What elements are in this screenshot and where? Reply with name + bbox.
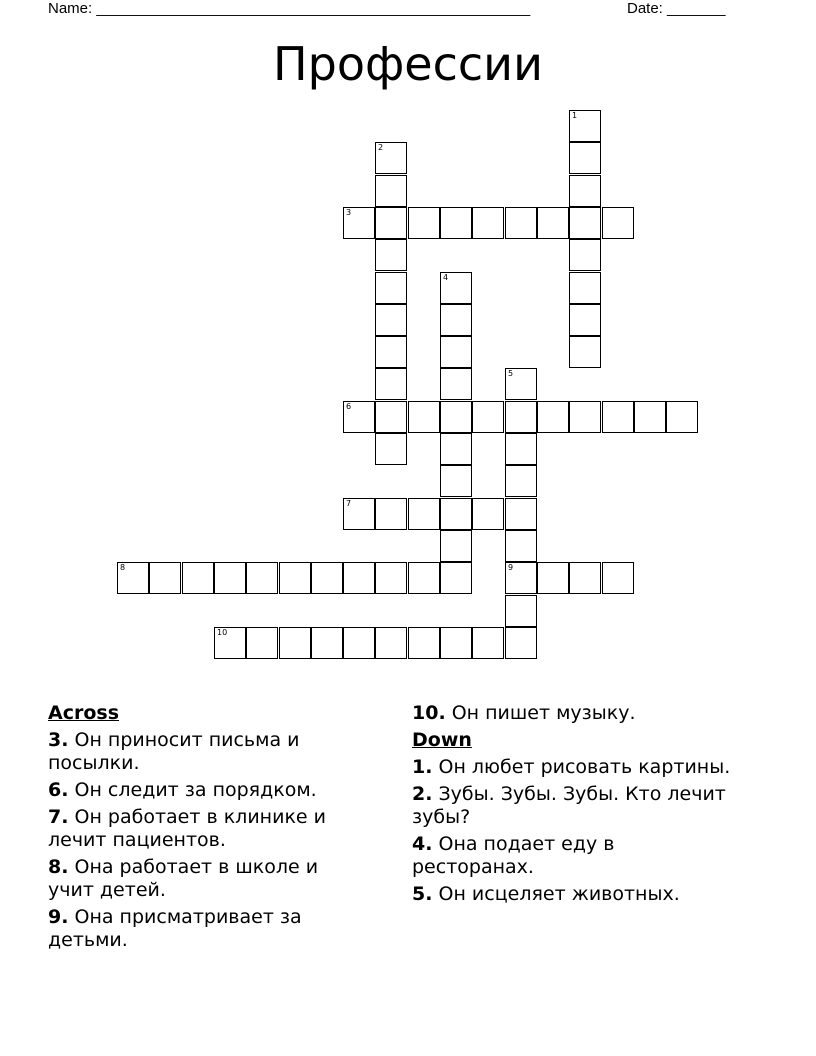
crossword-cell[interactable]: [505, 368, 537, 400]
crossword-cell[interactable]: [569, 336, 601, 368]
crossword-cell[interactable]: [343, 498, 375, 530]
down-clue: 5. Он исцеляет животных.: [412, 883, 680, 905]
crossword-cell[interactable]: [505, 498, 537, 530]
crossword-cell[interactable]: [537, 207, 569, 239]
crossword-cell[interactable]: [440, 336, 472, 368]
crossword-cell[interactable]: [440, 207, 472, 239]
crossword-cell[interactable]: [375, 239, 407, 271]
crossword-cell[interactable]: [279, 627, 311, 659]
crossword-cell[interactable]: [569, 239, 601, 271]
crossword-cell[interactable]: [569, 304, 601, 336]
crossword-cell[interactable]: [537, 401, 569, 433]
crossword-cell[interactable]: [375, 304, 407, 336]
clue-number: 5: [508, 369, 514, 378]
crossword-cell[interactable]: [408, 401, 440, 433]
crossword-cell[interactable]: [440, 304, 472, 336]
crossword-cell[interactable]: [343, 627, 375, 659]
crossword-cell[interactable]: [440, 401, 472, 433]
right-clues-column: [412, 702, 742, 910]
clue-number: 6: [346, 402, 352, 411]
down-clue: 2. Зубы. Зубы. Зубы. Кто лечит зубы?: [412, 783, 726, 828]
across-heading: Across: [48, 702, 120, 724]
clue-number: 4: [443, 273, 449, 282]
crossword-cell[interactable]: [505, 207, 537, 239]
crossword-cell[interactable]: [375, 562, 407, 594]
crossword-cell[interactable]: [149, 562, 181, 594]
crossword-cell[interactable]: [569, 207, 601, 239]
crossword-cell[interactable]: [214, 627, 246, 659]
crossword-cell[interactable]: [537, 562, 569, 594]
clue-number: 3: [346, 208, 352, 217]
crossword-cell[interactable]: [602, 562, 634, 594]
clue-number: 1: [572, 111, 578, 120]
crossword-cell[interactable]: [505, 465, 537, 497]
crossword-cell[interactable]: [569, 175, 601, 207]
crossword-cell[interactable]: [408, 498, 440, 530]
down-clue: 4. Она подает еду в ресторанах.: [412, 833, 615, 878]
crossword-cell[interactable]: [343, 207, 375, 239]
name-line: ____________________________________________________: [96, 0, 531, 17]
crossword-cell[interactable]: [569, 272, 601, 304]
crossword-cell[interactable]: [246, 627, 278, 659]
crossword-cell[interactable]: [569, 110, 601, 142]
crossword-cell[interactable]: [440, 465, 472, 497]
crossword-cell[interactable]: [440, 627, 472, 659]
crossword-cell[interactable]: [375, 401, 407, 433]
date-line: _______: [667, 0, 726, 17]
crossword-cell[interactable]: [408, 207, 440, 239]
crossword-cell[interactable]: [279, 562, 311, 594]
crossword-cell[interactable]: [375, 368, 407, 400]
crossword-cell[interactable]: [375, 175, 407, 207]
crossword-cell[interactable]: [408, 562, 440, 594]
across-clue: 9. Она присматривает за детьми.: [48, 906, 302, 951]
date-label: Date:: [627, 0, 668, 17]
crossword-cell[interactable]: [634, 401, 666, 433]
crossword-cell[interactable]: [472, 401, 504, 433]
across-clue: 8. Она работает в школе и учит детей.: [48, 856, 319, 901]
clue-number: 9: [508, 563, 514, 572]
crossword-cell[interactable]: [505, 562, 537, 594]
crossword-cell[interactable]: [472, 627, 504, 659]
clue-number: 10: [217, 628, 228, 637]
crossword-cell[interactable]: [569, 562, 601, 594]
crossword-cell[interactable]: [666, 401, 698, 433]
name-label: Name:: [48, 0, 97, 17]
crossword-cell[interactable]: [375, 207, 407, 239]
crossword-cell[interactable]: [375, 433, 407, 465]
crossword-cell[interactable]: [472, 207, 504, 239]
crossword-cell[interactable]: [505, 530, 537, 562]
crossword-cell[interactable]: [408, 627, 440, 659]
crossword-cell[interactable]: [246, 562, 278, 594]
across-clue: 6. Он следит за порядком.: [48, 779, 317, 801]
crossword-cell[interactable]: [375, 272, 407, 304]
across-clue: 10. Он пишет музыку.: [412, 702, 636, 724]
crossword-cell[interactable]: [440, 530, 472, 562]
across-clues: [48, 702, 368, 956]
crossword-cell[interactable]: [505, 627, 537, 659]
crossword-cell[interactable]: [440, 498, 472, 530]
across-clue: 3. Он приносит письма и посылки.: [48, 729, 300, 774]
crossword-cell[interactable]: [505, 595, 537, 627]
crossword-cell[interactable]: [602, 207, 634, 239]
crossword-cell[interactable]: [375, 142, 407, 174]
crossword-cell[interactable]: [117, 562, 149, 594]
clue-number: 7: [346, 499, 352, 508]
crossword-cell[interactable]: [505, 433, 537, 465]
crossword-cell[interactable]: [440, 562, 472, 594]
crossword-cell[interactable]: [343, 401, 375, 433]
crossword-cell[interactable]: [440, 433, 472, 465]
crossword-cell[interactable]: [311, 627, 343, 659]
clue-number: 2: [378, 143, 384, 152]
crossword-cell[interactable]: [343, 562, 375, 594]
crossword-cell[interactable]: [440, 368, 472, 400]
crossword-cell[interactable]: [375, 336, 407, 368]
down-clue: 1. Он любет рисовать картины.: [412, 756, 731, 778]
page-title: Профессии: [273, 37, 543, 91]
crossword-cell[interactable]: [182, 562, 214, 594]
crossword-cell[interactable]: [569, 401, 601, 433]
crossword-cell[interactable]: [569, 142, 601, 174]
crossword-cell[interactable]: [311, 562, 343, 594]
crossword-cell[interactable]: [602, 401, 634, 433]
crossword-cell[interactable]: [505, 401, 537, 433]
crossword-cell[interactable]: [375, 627, 407, 659]
crossword-cell[interactable]: [214, 562, 246, 594]
down-heading: Down: [412, 729, 472, 751]
crossword-cell[interactable]: [440, 272, 472, 304]
crossword-cell[interactable]: [472, 498, 504, 530]
across-clue: 7. Он работает в клинике и лечит пациентов.: [48, 806, 326, 851]
clue-number: 8: [120, 563, 126, 572]
crossword-cell[interactable]: [375, 498, 407, 530]
